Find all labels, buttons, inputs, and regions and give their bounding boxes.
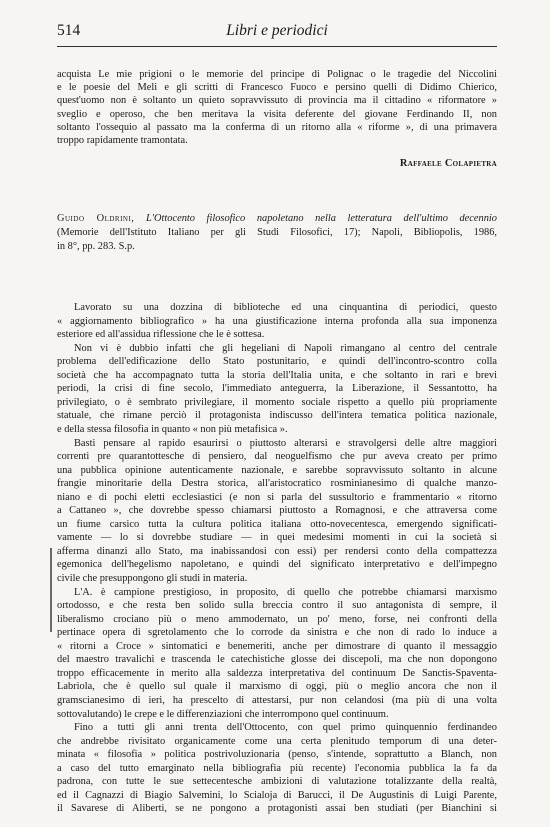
book-title: L'Ottocento filosofico napoletano nella letteratura dell'ultimo decennio <box>146 213 497 224</box>
text-line: e le poesie del Meli e gli scritti di Francesco Fuoco e persino quelli di Didimo Chierico, <box>57 82 497 94</box>
text-line: soltanto l'ossequio al passato ma la conferma di un ritorno alla « riforme », di una primavera <box>57 121 497 133</box>
text-line: troppo rapidamente tramontata. <box>57 135 188 146</box>
text-line: periodi, la crisi di fine secolo, l'immediato anteguerra, la Liberazione, il Sessantotto, ha <box>57 383 497 395</box>
text-line: Fino a tutti gli anni trenta dell'Ottocento, con quel primo quinquennio ferdinandeo <box>74 722 497 734</box>
page-number: 514 <box>57 22 81 39</box>
text-line: a Cattaneo », che dovrebbe spesso chiamarsi piuttosto a Romagnosi, e che attraversa come <box>57 505 497 517</box>
text-line: sottovalutando) le crepe e le differenziazioni che interrompono quel continuum. <box>57 708 389 720</box>
page-header <box>57 22 497 42</box>
book-author: Guido Oldrini, <box>57 213 135 224</box>
book-format: in 8°, pp. 283. S.p. <box>57 241 135 252</box>
text-line: quest'uomo non è soltanto un quieto sopravvissuto di provincia ma il cittadino « riformatore » <box>57 95 497 107</box>
book-entry <box>57 212 497 254</box>
text-line: privilegiato, o è sembrato privilegiare, il momento sociale rispetto a quello più propriamente <box>57 396 497 408</box>
text-line: Basti pensare al rapido esaurirsi o piuttosto alterarsi e stravolgersi delle altre maggiori <box>74 437 497 449</box>
text-line: e della stessa filosofia in quanto « non più metafisica ». <box>57 423 288 435</box>
text-line: statuale, che rimane perciò il protagonista indiscusso dell'intera tematica politica nazionale, <box>57 410 497 422</box>
text-line: vamente — lo si dovrebbe studiare — in quei medesimi momenti in cui la società si <box>57 532 497 544</box>
text-line: ortodosso, e che resta ben solido sulla breccia contro il suo antagonista di sempre, il <box>57 600 497 612</box>
text-line: « ritorni a Croce » sintomatici e benemeriti, anche per dimostrare di quanto il messaggio <box>57 640 497 652</box>
text-line: « aggiornamento bibliografico » ha una giustificazione interna profonda alla sua imponenza <box>57 315 497 327</box>
text-line: del maestro travalichi e trascenda le catechistiche glosse dei discepoli, ma che non dopongono <box>57 654 497 666</box>
text-line: troppo efficacemente in merito alla saldezza interpretativa del continuum De Sanctis-Spaventa- <box>57 667 497 679</box>
text-line: Non vi è dubbio infatti che gli hegeliani di Napoli rimangano al centro del centrale <box>74 342 497 354</box>
text-line: acquista Le mie prigioni o le memorie del principe di Polignac o le tragedie del Niccolini <box>57 69 497 80</box>
text-line: Lavorato su una dozzina di biblioteche ed una cinquantina di periodici, questo <box>74 302 497 313</box>
text-line: società che ha accompagnato tutta la storia dell'Italia unita, e che soltanto in rari e brevi <box>57 369 497 381</box>
text-line: sveglio e operoso, che ben meritava la visita deferente del giovane Ferdinando II, non <box>57 108 497 120</box>
text-line: niano e di pochi eletti ecclesiastici (e non si parla del sussultorio e frammentario « ritorno <box>57 491 497 503</box>
text-line: a caso del tutto emarginato nella bibliografia più recente) l'economia pubblica la fa da <box>57 762 497 774</box>
text-line: ed il Cagnazzi di Biagio Salvemini, lo Scialoja di Barucci, il De Augustinis di Luigi Parente, <box>57 789 497 801</box>
text-line: esteriore ed all'assidua riflessione che le è sottesa. <box>57 329 265 341</box>
text-line: il Savarese di Aliberti, se ne pongono a protagonisti assai ben studiati (per Bianchini si <box>57 803 497 815</box>
text-line: egemonica dell'hegelismo napoletano, e quindi del significato interpretativo e dell'impegno <box>57 559 497 571</box>
text-line: afferma dinanzi allo Stato, ma inabissandosi con essi) per rendersi conto della compattezza <box>57 545 497 557</box>
text-line: pertinace opera di sgretolamento che lo corrode da sinistra e che non di rado lo induce a <box>57 627 497 639</box>
running-title: Libri e periodici <box>226 22 328 39</box>
text-line: minata « filosofia » politica postrivoluzionaria (penso, s'intende, soprattutto a Blanch, non <box>57 749 497 761</box>
text-line: correnti pre quarantottesche di pensiero, dal neoguelfismo che pur aveva creato per primo <box>57 451 497 463</box>
header-rule <box>57 46 497 47</box>
text-line: problema dell'edificazione dello Stato postunitario, e quindi dell'incontro-scontro colla <box>57 356 497 368</box>
text-line: una pubblica opinione autenticamente nazionale, e sarebbe sopravvissuto soltanto in alcune <box>57 464 497 476</box>
text-line: frangie minoritarie della Destra storica, all'aristocratico rosminianesimo di qualche manzo- <box>57 478 497 490</box>
reviewer-signature: Raffaele Colapietra <box>399 158 497 169</box>
text-line: gramscianesimo di ieri, ha prescelto di attestarsi, pur non celandosi (ma più di una volta <box>57 694 497 706</box>
text-line: padrona, con tutte le sue settecentesche ambizioni di valutazione totalizzante della realtà, <box>57 776 497 788</box>
text-line: che andrebbe rivisitato organicamente come una certa plenitudo temporum di una deter- <box>57 735 497 747</box>
text-line: un fiume carsico tutta la cultura politica italiana otto-novecentesca, emergendo significati- <box>57 518 497 530</box>
text-line: L'A. è campione prestigioso, in proposito, di quello che potrebbe chiamarsi marxismo <box>74 586 497 598</box>
book-entry-line <box>57 212 497 226</box>
text-line: liberalismo crociano più o meno ammodernato, un po' meno, forse, nei confronti della <box>57 613 497 625</box>
text-line: Labriola, che è quello sul quale il marxismo di oggi, più o meglio ancora che non il <box>57 681 497 693</box>
book-publication: (Memorie dell'Istituto Italiano per gli Studi Filosofici, 17); Napoli, Bibliopolis, 1986, <box>57 227 497 238</box>
text-line: civile che presuppongono gli studi in materia. <box>57 573 248 584</box>
margin-mark <box>50 548 52 632</box>
